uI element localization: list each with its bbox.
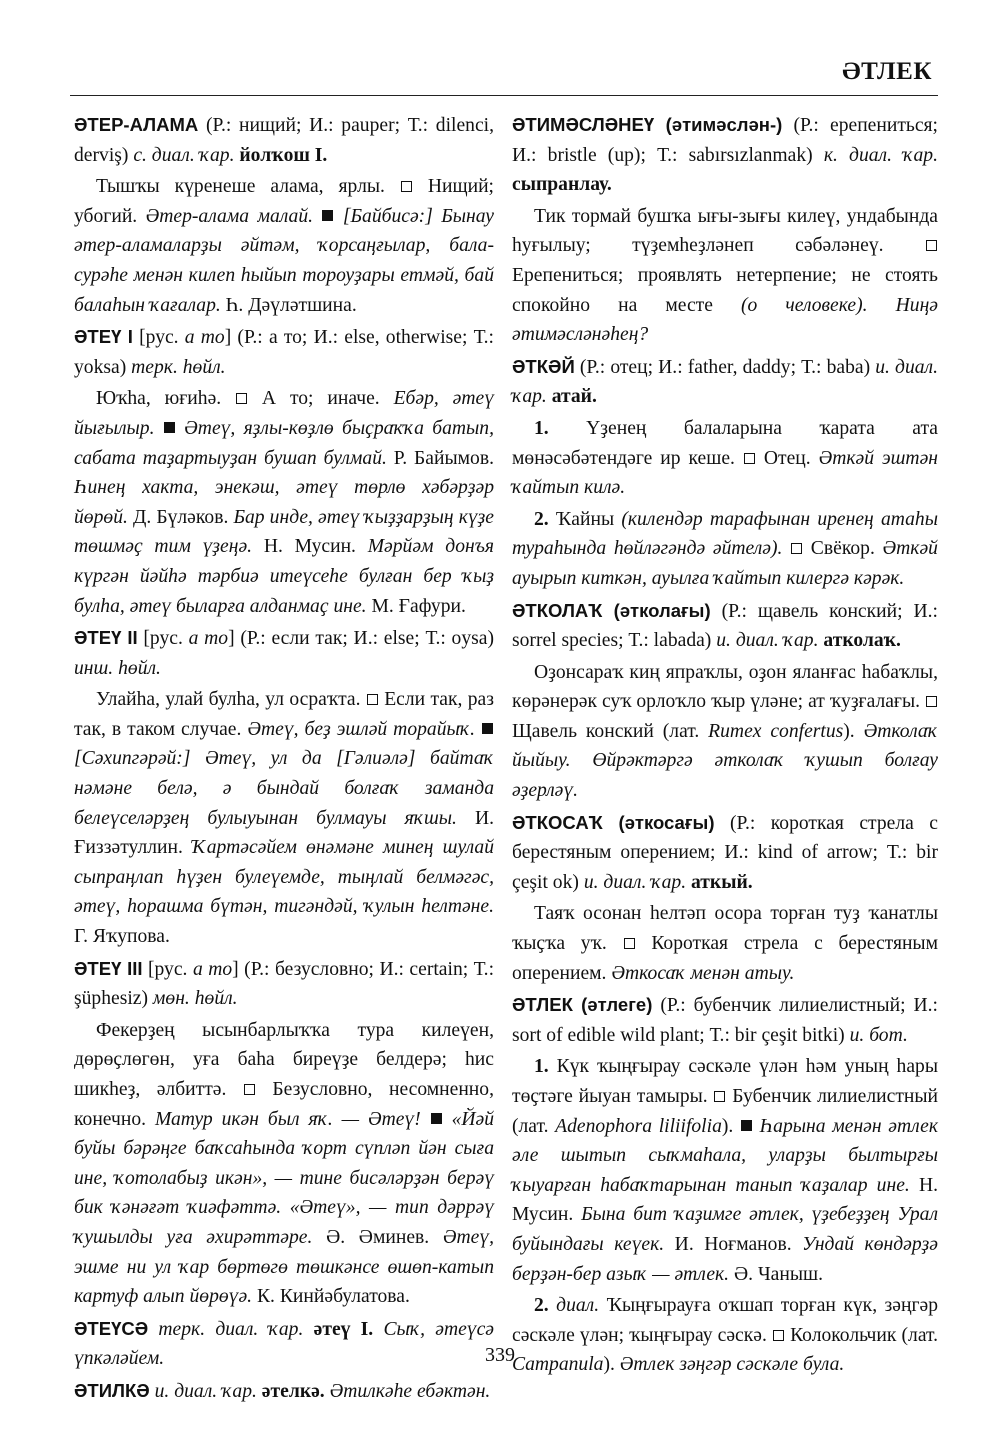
headword: ӘТЕР-АЛАМА xyxy=(74,114,199,135)
translation-marker-icon xyxy=(401,181,412,192)
entry-atkosak: ӘТКОСАҠ (әткосағы) (Р.: короткая стрела с берестяным оперением; И.: kind of arrow; Т.: bir çeşit ok) и. диал. ҡар. аткый. xyxy=(512,811,938,893)
headword: ӘТКӘЙ xyxy=(512,355,575,377)
entry-atilka: ӘТИЛКӘ и. диал. ҡар. әтелкә. Әтилкәһе ебәктән. xyxy=(74,1379,491,1402)
definition: Юҡһа, юғиһә. А то; иначе. Ебәр, әтеү йығылыр. Әтеү, яҙлы-көҙлө быҫраҡҡа батып, сабата таҙартыуҙан бушап булмай. Р. Байымов. Һинең хакта, энекәш, әтеү төрлө хәбәрҙәр йөрөй. Д. Бүләков. Бар инде, әтеү ҡыҙҙарҙың күҙе төшмәҫ тим үҙеңә. Н. Мусин. Мәрйәм донъя күргән йәйһә тәрбиә итеүсеһе булған бер ҡыҙ булһа, әтеү быларға алданмаҫ ине. М. Ғафури. xyxy=(74,388,495,617)
headword: ӘТЕҮ II xyxy=(74,627,138,649)
headword: ӘТКОСАҠ xyxy=(512,811,603,833)
translation-marker-icon xyxy=(624,938,635,949)
entry-atlek: ӘТЛЕК (әтлеге) (Р.: бубенчик лилиелистный; И.: sort of edible wild plant; Т.: bir çeşit bitki) и. бот. xyxy=(512,994,938,1046)
entry-ateu-1: ӘТЕҮ I [рус. а то] (Р.: а то; И.: else, otherwise; Т.: yoksa) терк. һөйл. xyxy=(74,326,494,378)
entry-ateusa: ӘТЕҮСӘ терк. диал. ҡар. әтеү I. Сыҡ, әтеүсә үпкәләйем. xyxy=(74,1317,494,1370)
citation-marker-icon xyxy=(164,422,175,433)
cross-reference: сыпранлау. xyxy=(512,174,612,196)
definition: Тик тормай бушҡа ығы-зығы килеү, ундабында һуғылыу; түҙемһеҙләнеп сәбәләнеү. Ерепениться; проявлять нетерпение; не стоять спокойно на месте (о человеке). Ниңә әтимәсләнәһең? xyxy=(512,205,938,346)
cross-reference: аткый. xyxy=(686,871,753,893)
page-number: 339 xyxy=(485,1344,515,1366)
translation-marker-icon xyxy=(773,1330,784,1341)
right-column xyxy=(512,110,938,1382)
cross-reference: атколаҡ. xyxy=(818,630,901,652)
cross-reference: әтеү I. xyxy=(303,1318,374,1340)
headword: ӘТКОЛАҠ xyxy=(512,599,603,621)
definition: Улайһа, улай булһа, ул осраҡта. Если так, раз так, в таком случае. Әтеү, беҙ эшләй торайыҡ. [Сәхипгәрәй:] Әтеү, ул да [Гәлиәлә] байтаҡ нәмәне белә, ә бындай болғаҡ заманда белеүселәрҙең булыуынан булмауы яҡшы. И. Ғиззәтуллин. Ҡартәсәйем өнәмәне минең шулай сыпраңлап һүҙен булеүемде, тыңлай белмәгәс, әтеү, һорашма бүтән, тигәндәй, ҡулын һелтәне. Г. Яҡупова. xyxy=(74,689,494,948)
definition: Оҙонсараҡ киң япраҡлы, оҙон яланғас һабаҡлы, көрәнерәк суҡ орлоҡло ҡыр үләне; ат ҡуҙғалағы. Щавель конский (лат. Rumex confertus). Әтколаҡ йыйыу. Өйрәктәргә әтколаҡ ҡушып болғау әҙерләү. xyxy=(512,661,938,802)
entry-ater-alama: ӘТЕР-АЛАМА (Р.: нищий; И.: pauper; Т.: dilenci, derviş) с. диал. ҡар. йолҡош I. xyxy=(74,114,494,166)
translation-marker-icon xyxy=(791,543,802,554)
cross-reference: әтелкә. xyxy=(256,1380,325,1402)
left-column xyxy=(74,110,494,1409)
entry-atkolak: ӘТКОЛАҠ (әтколағы) (Р.: щавель конский; И.: sorrel species; Т.: labada) и. диал. ҡар. атколаҡ. xyxy=(512,599,939,652)
sense-1: 1. Үҙенең балаларына ҡарата ата мөнәсәбәтендәге ир кеше. Отец. Әткәй эштән ҡайтып килә. xyxy=(512,417,939,499)
entry-atkai: ӘТКӘЙ (Р.: отец; И.: father, daddy; Т.: baba) и. диал. ҡар. атай. xyxy=(512,355,938,408)
citation-marker-icon xyxy=(741,1120,752,1131)
entry-atimaslaneu: ӘТИМӘСЛӘНЕҮ (әтимәслән-) (Р.: ерепениться; И.: bristle (up); Т.: sabırsızlanmak) к. диал. ҡар. сыпранлау. xyxy=(512,114,939,196)
translation-marker-icon xyxy=(236,393,247,404)
sense-1: 1. Күк ҡыңғырау сәскәле үлән һәм уның һары төҫтәге йыуан тамыры. Бубенчик лилиелистный (лат. Adenophora liliifolia). Һарына менән әтлек әле шытып сыҡмаһала, уларҙы былтырғы ҡыуарған һабаҡтарынан танып ҡаҙалар ине. Н. Мусин. Бына бит ҡаҙимге әтлек, үҙебеҙҙең Урал буйындағы кеүек. И. Ноғманов. Ундай көндәрҙә берҙән-бер азыҡ — әтлек. Ә. Чаныш. xyxy=(512,1056,939,1285)
running-header: ӘТЛЕК xyxy=(842,58,932,85)
headword: ӘТЛЕК xyxy=(512,994,573,1016)
definition: Тышҡы күренеше алама, ярлы. Нищий; убогий. Әтер-алама малай. [Байбисә:] Бынау әтер-аламаларҙы әйтәм, ҡорсаңғылар, бала-сурәһе менән килеп һыйып тороуҙары етмәй, бай балаһын ҡағалар. Һ. Дәүләтшина. xyxy=(74,176,494,316)
entry-ateu-3: ӘТЕҮ III [рус. а то] (Р.: безусловно; И.: certain; Т.: şüphesiz) мөн. һөйл. xyxy=(74,957,495,1010)
translation-marker-icon xyxy=(926,240,937,251)
cross-reference: йолҡош I. xyxy=(239,144,328,166)
translation-marker-icon xyxy=(926,696,937,707)
headword: ӘТИЛКӘ xyxy=(74,1379,150,1401)
definition: Фекерҙең ысынбарлыҡҡа тура килеүен, дөрөҫлөгөн, уға баһа биреүҙе белдерә; һис шикһеҙ, әлбиттә. Безусловно, несомненно, конечно. Матур икән был яҡ. — Әтеү! «Йәй буйы бәрәңге баҡсаһында ҡорт сүпләп йән сыға ине, ҡотолабыҙ икән», — тине бисәләрҙән берәү бик ҡәнәғәт ҡиәфәттә. «Әтеү», — тип дәррәү ҡушылды уға әхирәттәре. Ә. Әминев. Әтеү, эшме ни ул ҡар бөртөгө төшкәнсе өшөп-катып картуф алып йөрөүә. К. Кинйәбулатова. xyxy=(74,1019,495,1308)
translation-marker-icon xyxy=(367,694,378,705)
cross-reference: атай. xyxy=(546,386,597,408)
citation-marker-icon xyxy=(431,1113,442,1124)
sense-2: 2. Ҡайны (килендәр тарафынан иренең атаһы тураһында һөйләгәндә әйтелә). Свёкор. Әткәй ауырып киткән, ауылға ҡайтып килергә кәрәк. xyxy=(512,508,938,589)
header-rule xyxy=(70,95,938,96)
translation-marker-icon xyxy=(714,1091,725,1102)
translation-marker-icon xyxy=(744,453,755,464)
sense-2: 2. диал. Ҡыңғырауға оҡшап торған күк, зәңгәр сәскәле үлән; ҡыңғырау сәскә. Колокольчик (лат. Campanula). Әтлек зәңгәр сәскәле була. xyxy=(512,1295,938,1376)
translation-marker-icon xyxy=(244,1084,255,1095)
headword: ӘТЕҮСӘ xyxy=(74,1317,149,1339)
citation-marker-icon xyxy=(322,210,333,221)
headword: ӘТЕҮ III xyxy=(74,957,143,979)
definition: Таяҡ осонан һелтәп осора торған туҙ ҡанатлы ҡыҫҡа уҡ. Короткая стрела с берестяным оперением. Әткосаҡ менән атыу. xyxy=(512,903,939,984)
headword: ӘТЕҮ I xyxy=(74,326,133,348)
entry-ateu-2: ӘТЕҮ II [рус. а то] (Р.: если так; И.: else; Т.: oysa) инш. һөйл. xyxy=(74,627,494,679)
headword: ӘТИМӘСЛӘНЕҮ xyxy=(512,114,655,135)
citation-marker-icon xyxy=(482,723,493,734)
